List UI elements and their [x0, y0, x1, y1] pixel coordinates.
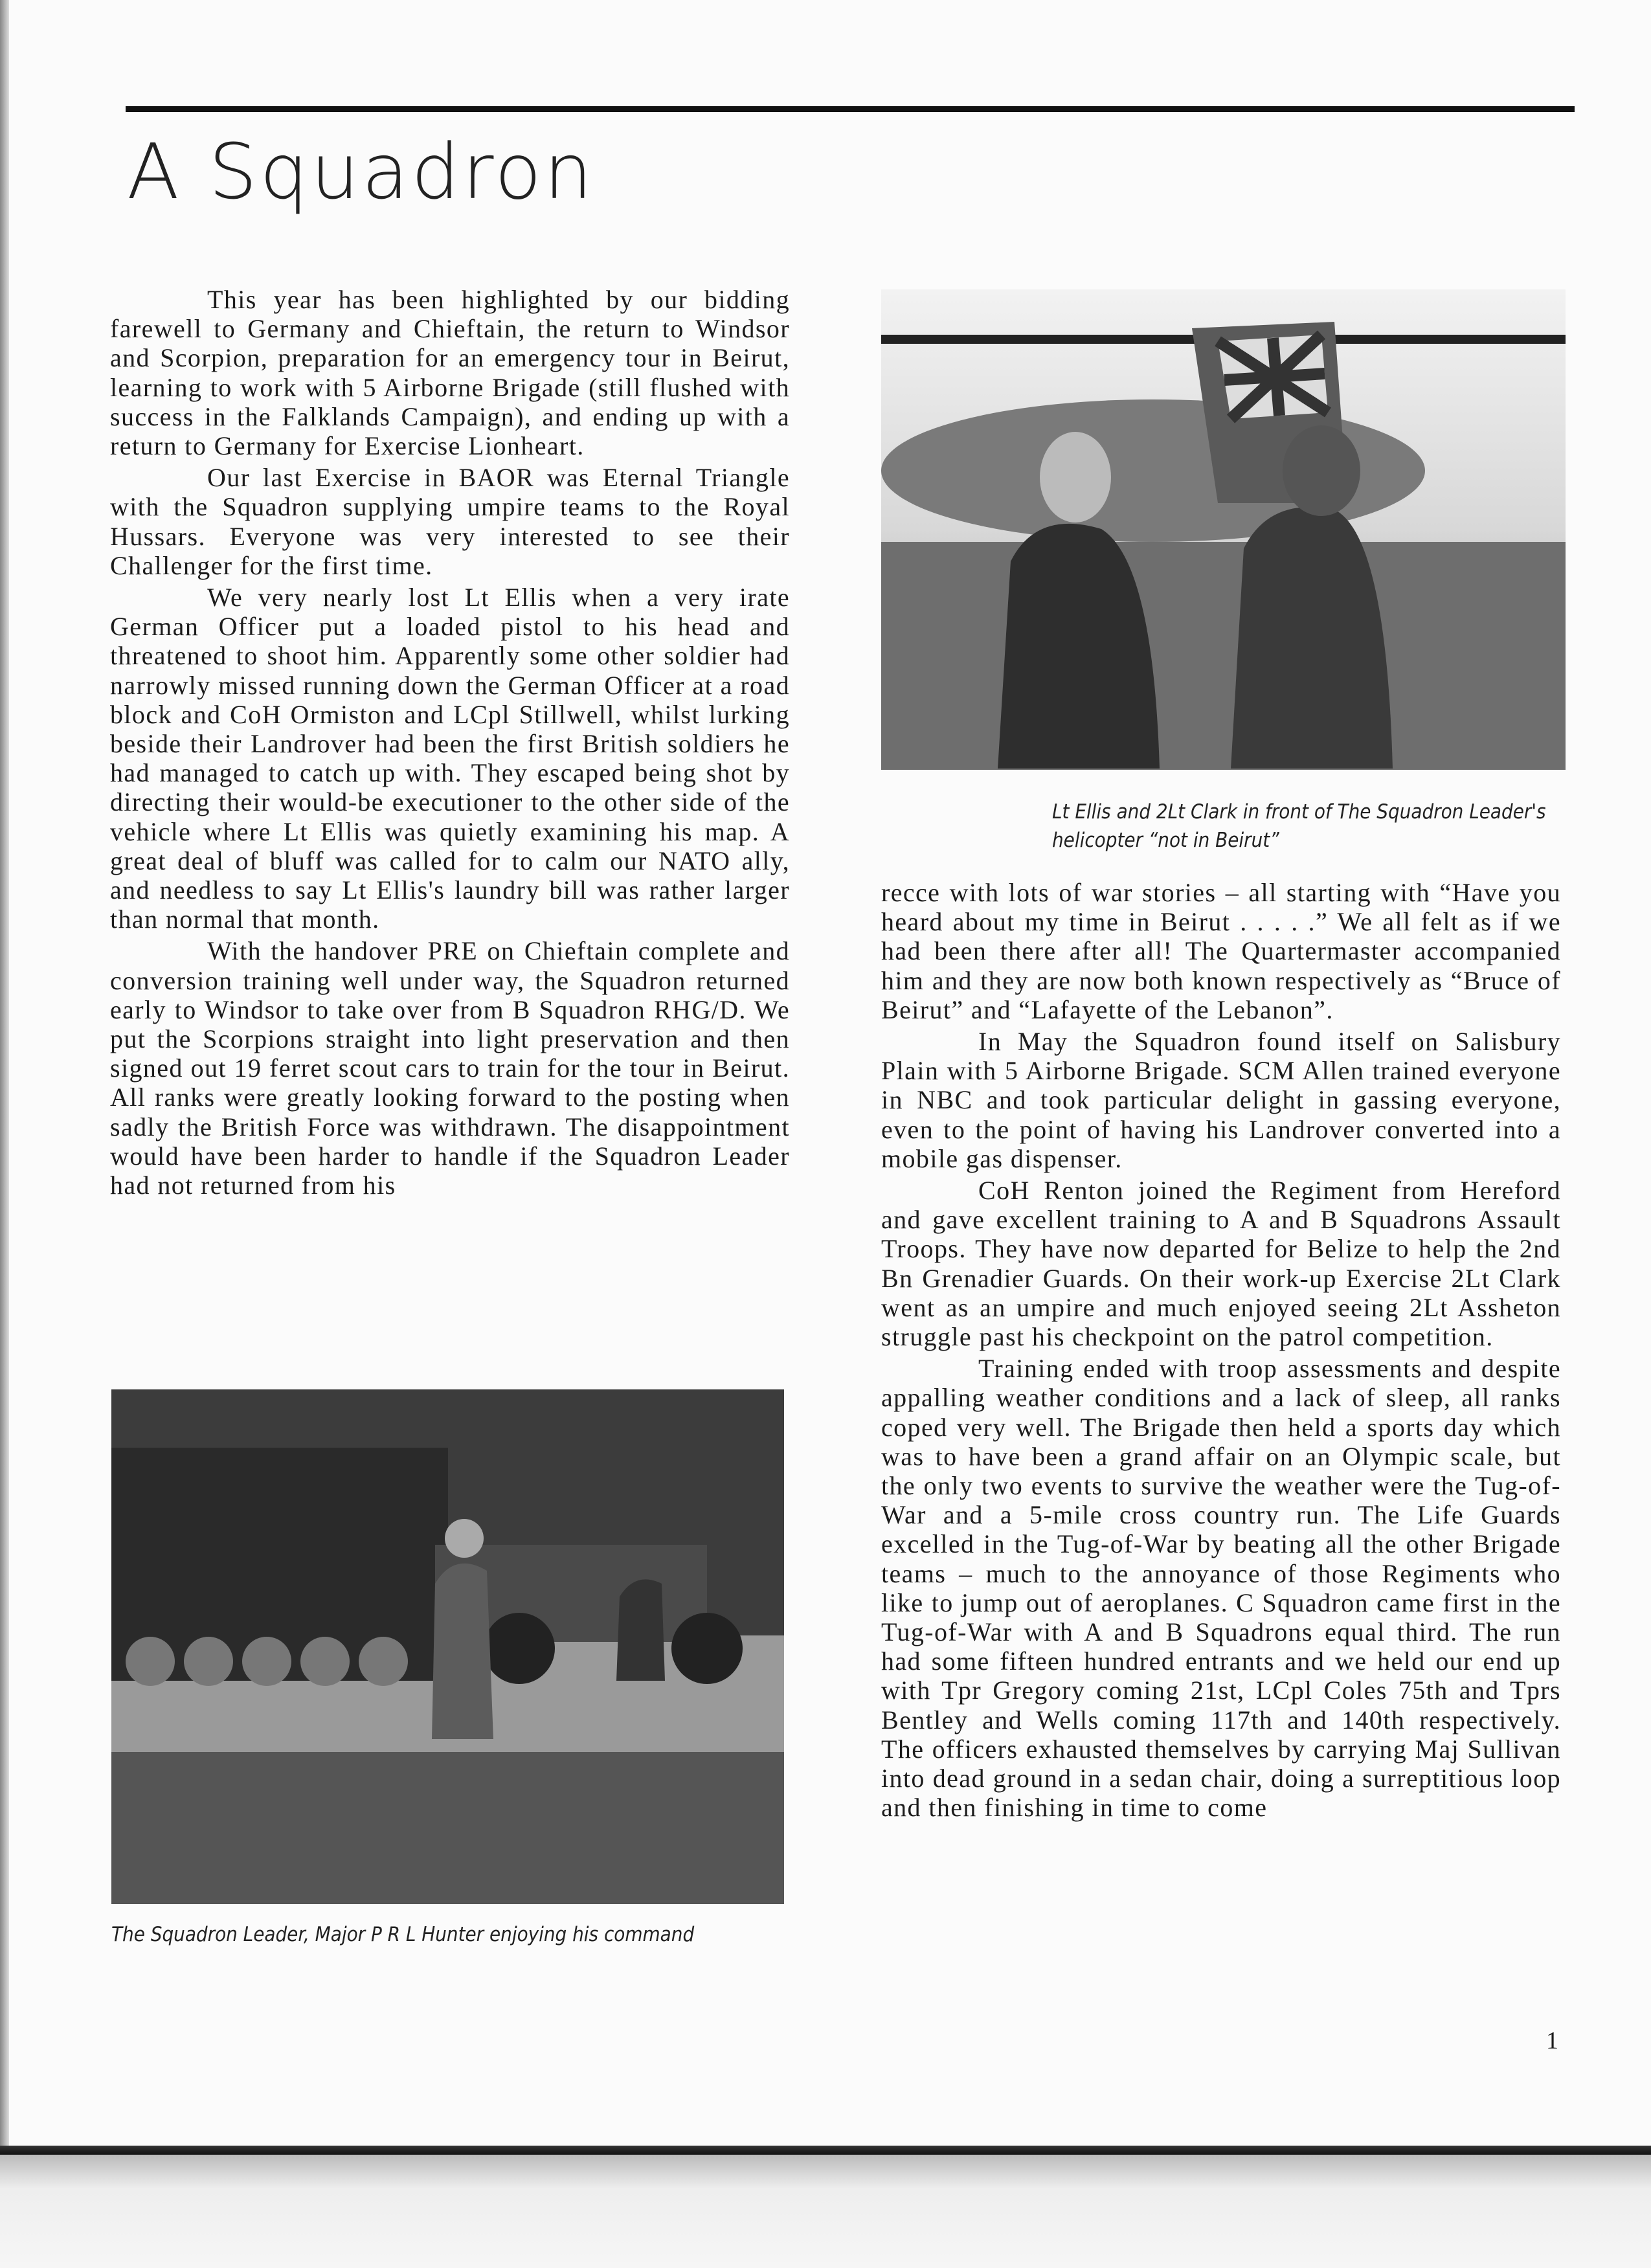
- left-column: [110, 285, 790, 1202]
- helicopter-photo-caption: Lt Ellis and 2Lt Clark in front of The Squadron Leader's helicopter “not in Beirut”: [1052, 800, 1546, 852]
- paragraph: CoH Renton joined the Regiment from Hereford and gave excellent training to A and B Squadrons Assault Troops. They have now departed for Belize to help the 2nd Bn Grenadier Guards. On their work-up Exercise 2Lt Clark went as an umpire and much enjoyed seeing 2Lt Assheton struggle past his checkpoint on the patrol competition.: [881, 1176, 1561, 1352]
- right-column: [881, 878, 1561, 1825]
- helicopter-photo: [881, 289, 1566, 770]
- paragraph: Our last Exercise in BAOR was Eternal Triangle with the Squadron supplying umpire teams to the Royal Hussars. Everyone was very interested to see their Challenger for the first time.: [110, 463, 790, 580]
- squadron-leader-photo: [111, 1389, 784, 1904]
- top-rule: [126, 106, 1575, 112]
- scan-bottom-margin: [0, 2155, 1651, 2268]
- squadron-leader-photo-caption: The Squadron Leader, Major P R L Hunter enjoying his command: [111, 1923, 695, 1946]
- bottom-rule: [0, 2146, 1651, 2155]
- page-title: A Squadron: [127, 127, 595, 216]
- page-number: 1: [1546, 2027, 1558, 2054]
- paragraph: This year has been highlighted by our bidding farewell to Germany and Chieftain, the return to Windsor and Scorpion, preparation for an emergency tour in Beirut, learning to work with 5 Airborne Brigade (still flushed with success in the Falklands Campaign), and ending up with a return to Germany for Exercise Lionheart.: [110, 285, 790, 461]
- paragraph: We very nearly lost Lt Ellis when a very irate German Officer put a loaded pistol to his head and threatened to shoot him. Apparently some other soldier had narrowly missed running down the German Officer at a road block and CoH Ormiston and LCpl Stillwell, whilst lurking beside their Landrover had been the first British soldiers he had managed to catch up with. They escaped being shot by directing their would-be executioner to the other side of the vehicle where Lt Ellis was quietly examining his map. A great deal of bluff was called for to calm our NATO ally, and needless to say Lt Ellis's laundry bill was rather larger than normal that month.: [110, 583, 790, 934]
- paragraph: Training ended with troop assessments and despite appalling weather conditions and a lack of sleep, all ranks coped very well. The Brigade then held a sports day which was to have been a grand affair on an Olympic scale, but the only two events to survive the weather were the Tug-of-War and a 5-mile cross country run. The Life Guards excelled in the Tug-of-War by beating all the other Brigade teams – much to the annoyance of those Regiments who like to jump out of aeroplanes. C Squadron came first in the Tug-of-War with A and B Squadrons equal third. The run had some fifteen hundred entrants and we held our end up with Tpr Gregory coming 21st, LCpl Coles 75th and Tprs Bentley and Wells coming 117th and 140th respectively. The officers exhausted themselves by carrying Maj Sullivan into dead ground in a sedan chair, doing a surreptitious loop and then finishing in time to come: [881, 1354, 1561, 1823]
- paragraph: With the handover PRE on Chieftain complete and conversion training well under way, the Squadron returned early to Windsor to take over from B Squadron RHG/D. We put the Scorpions straight into light preservation and then signed out 19 ferret scout cars to train for the tour in Beirut. All ranks were greatly looking forward to the posting when sadly the British Force was withdrawn. The disappointment would have been harder to handle if the Squadron Leader had not returned from his: [110, 936, 790, 1200]
- paragraph: recce with lots of war stories – all starting with “Have you heard about my time in Beirut . . . . .” We all felt as if we had been there after all! The Quartermaster accompanied him and they are now both known respectively as “Bruce of Beirut” and “Lafayette of the Lebanon”.: [881, 878, 1561, 1024]
- paragraph: In May the Squadron found itself on Salisbury Plain with 5 Airborne Brigade. SCM Allen trained everyone in NBC and took particular delight in gassing everyone, even to the point of having his Landrover converted into a mobile gas dispenser.: [881, 1027, 1561, 1173]
- page-binding-edge: [0, 0, 9, 2268]
